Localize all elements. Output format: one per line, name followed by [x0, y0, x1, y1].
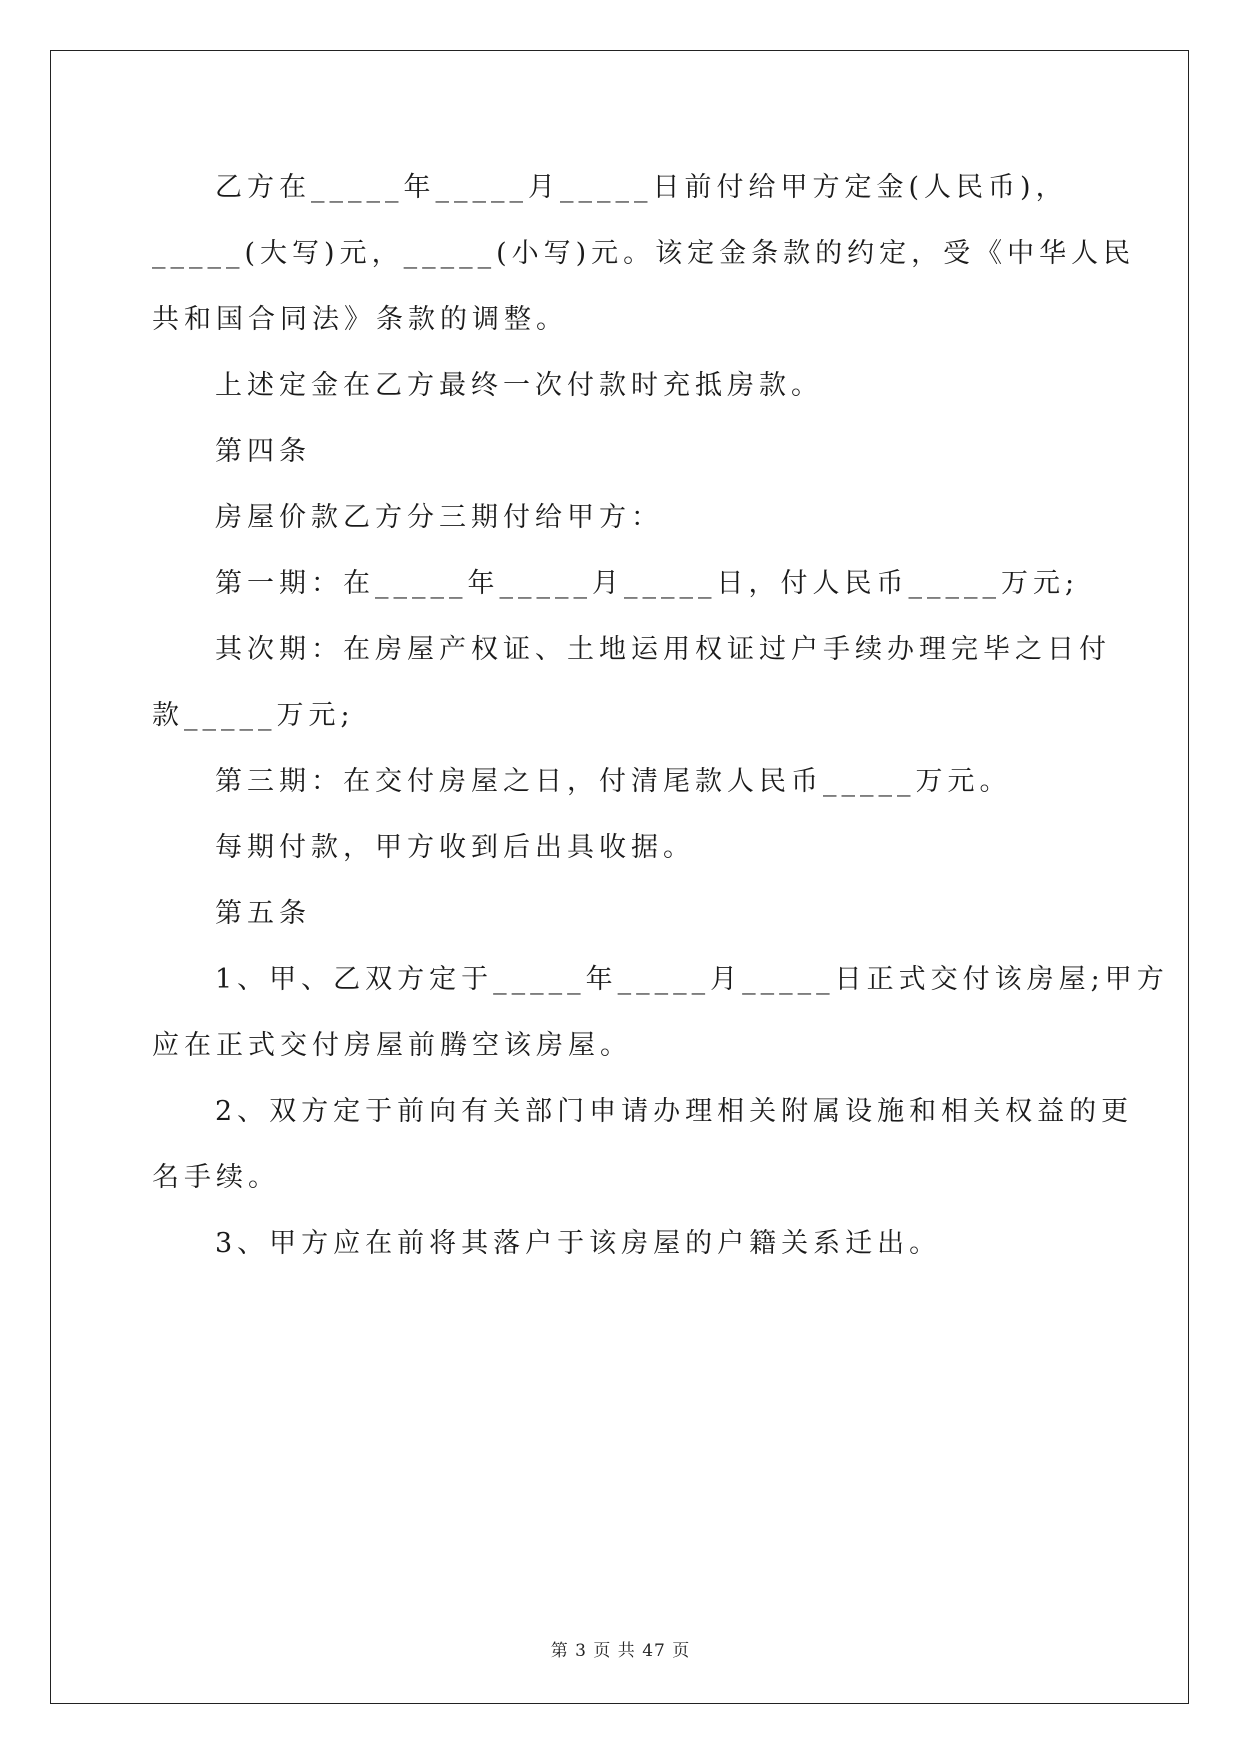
paragraph-line: 第三期：在交付房屋之日，付清尾款人民币_____万元。	[215, 766, 1012, 797]
paragraph-line: 名手续。	[152, 1162, 280, 1193]
paragraph-line: 2、双方定于前向有关部门申请办理相关附属设施和相关权益的更	[215, 1096, 1134, 1127]
document-body	[152, 155, 1169, 1277]
paragraph-line: 上述定金在乙方最终一次付款时充抵房款。	[215, 370, 823, 401]
paragraph-line: _____(大写)元，_____(小写)元。该定金条款的约定，受《中华人民	[152, 238, 1136, 269]
paragraph-line: 乙方在_____年_____月_____日前付给甲方定金(人民币)，	[215, 172, 1068, 203]
paragraph-line: 每期付款，甲方收到后出具收据。	[215, 832, 695, 863]
paragraph-line: 其次期：在房屋产权证、土地运用权证过户手续办理完毕之日付	[215, 634, 1111, 665]
paragraph-line: 共和国合同法》条款的调整。	[152, 304, 568, 335]
page-number-footer: 第 3 页 共 47 页	[550, 1641, 691, 1661]
section-heading: 第五条	[215, 898, 311, 929]
paragraph-line: 3、甲方应在前将其落户于该房屋的户籍关系迁出。	[215, 1228, 942, 1259]
paragraph-line: 房屋价款乙方分三期付给甲方：	[215, 502, 663, 533]
paragraph-line: 款_____万元;	[152, 700, 355, 731]
section-heading: 第四条	[215, 436, 311, 467]
paragraph-line: 应在正式交付房屋前腾空该房屋。	[152, 1030, 632, 1061]
paragraph-line: 1、甲、乙双方定于_____年_____月_____日正式交付该房屋;甲方	[215, 964, 1169, 995]
paragraph-line: 第一期：在_____年_____月_____日，付人民币_____万元;	[215, 568, 1080, 599]
